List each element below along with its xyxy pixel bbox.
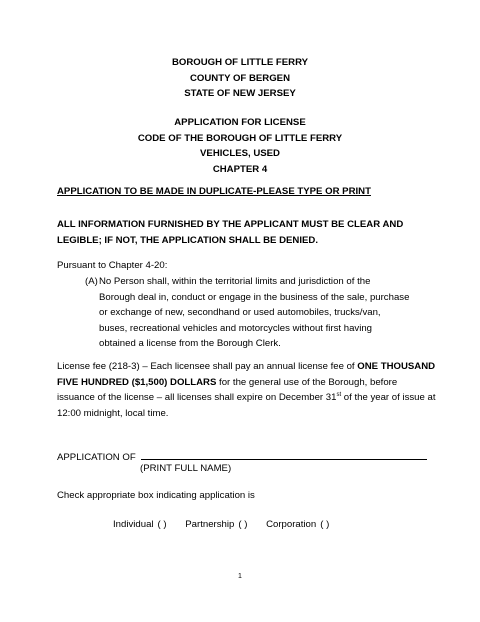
check-box-instruction: Check appropriate box indicating application is [57,490,255,501]
application-type-options [113,519,329,530]
header-line: CODE OF THE BOROUGH OF LITTLE FERRY [137,132,343,144]
header-line: VEHICLES, USED [200,148,280,159]
clause-text [99,274,435,352]
applicant-name-field[interactable] [141,449,427,460]
header-line: BOROUGH OF LITTLE FERRY [171,57,309,68]
clause-a [85,274,435,352]
fee-superscript: st [336,391,342,398]
header-line: APPLICATION FOR LICENSE [174,117,306,128]
option-corporation [266,519,329,530]
header-line: STATE OF NEW JERSEY [184,88,296,99]
application-of-row [57,449,427,463]
header-jurisdiction [0,55,480,102]
corporation-checkbox[interactable]: ( ) [320,519,330,530]
application-of-label: APPLICATION OF [57,452,136,463]
individual-checkbox[interactable]: ( ) [157,519,167,530]
header-line: CHAPTER 4 [212,163,268,175]
clause-line: obtained a license from the Borough Clerk. [99,338,281,349]
clause-marker: (A) [85,276,98,287]
clause-line: or exchange of new, secondhand or used automobiles, trucks/van, [99,307,381,318]
fee-text: for the general use of the Borough, before issuance of the license – all licenses shall expire on December 31 [57,376,398,403]
page-number: 1 [238,573,242,580]
partnership-checkbox[interactable]: ( ) [238,519,248,530]
option-label: Corporation [266,519,317,530]
header-application-title [0,115,480,177]
clause-line: buses, recreational vehicles and motorcycles without first having [99,322,373,334]
option-partnership [185,519,247,530]
license-fee-paragraph [57,359,437,421]
clause-line: No Person shall, within the territorial limits and jurisdiction of the [99,276,371,287]
legibility-warning: ALL INFORMATION FURNISHED BY THE APPLICANT MUST BE CLEAR AND LEGIBLE; IF NOT, THE APPLICATION SHALL BE DENIED. [57,219,404,246]
clause-line: Borough deal in, conduct or engage in the business of the sale, purchase [99,291,410,303]
instructions-title: APPLICATION TO BE MADE IN DUPLICATE-PLEASE TYPE OR PRINT [57,186,371,197]
print-name-hint: (PRINT FULL NAME) [140,463,232,474]
fee-text: License fee (218-3) – Each licensee shall pay an annual license fee of [57,361,358,372]
header-line: COUNTY OF BERGEN [189,72,291,84]
fee-amount: ONE THOUSAND FIVE HUNDRED ($1,500) DOLLARS [57,361,436,388]
fee-text: of the year of issue at 12:00 midnight, local time. [57,392,436,419]
option-individual [113,519,167,530]
option-label: Individual [113,519,154,530]
option-label: Partnership [185,519,235,530]
pursuant-intro: Pursuant to Chapter 4-20: [57,260,168,271]
